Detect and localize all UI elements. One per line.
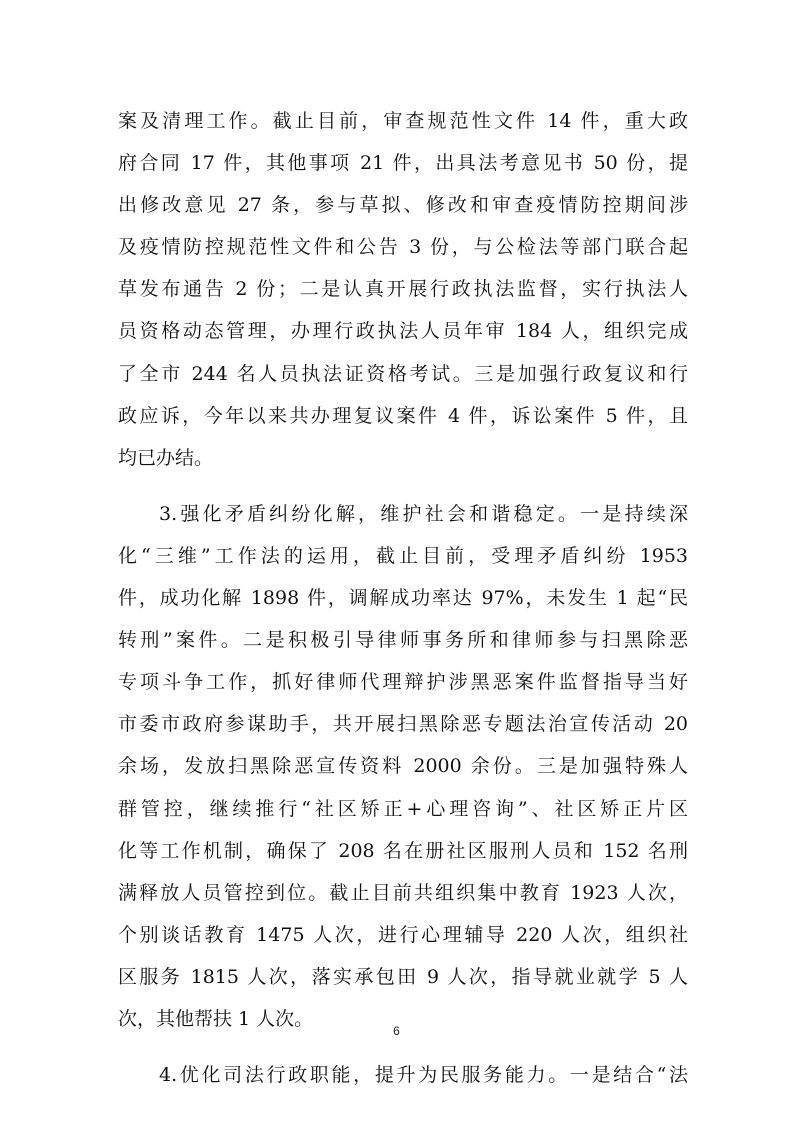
paragraph	[118, 493, 688, 1040]
text-line: 草发布通告 2 份；二是认真开展行政执法监督，实行执法人	[118, 278, 688, 301]
text-line: 余场，发放扫黑除恶宣传资料 2000 余份。三是加强特殊人	[118, 755, 688, 778]
text-line: 均已办结。	[118, 446, 214, 469]
text-line: 市委市政府参谋助手，共开展扫黑除恶专题法治宣传活动 20	[118, 713, 688, 736]
body-text	[118, 100, 688, 1096]
text-line: 区服务 1815 人次，落实承包田 9 人次，指导就业就学 5 人	[118, 965, 688, 988]
text-line: 政应诉，今年以来共办理复议案件 4 件，诉讼案件 5 件，且	[118, 404, 688, 427]
text-line: 满释放人员管控到位。截止目前共组织集中教育 1923 人次，	[118, 881, 688, 904]
text-line: 转刑”案件。二是积极引导律师事务所和律师参与扫黑除恶	[118, 629, 688, 652]
text-line: 化“三维”工作法的运用，截止目前，受理矛盾纠纷 1953	[118, 544, 688, 567]
text-line: 了全市 244 名人员执法证资格考试。三是加强行政复议和行	[118, 362, 688, 385]
text-line: 府合同 17 件，其他事项 21 件，出具法考意见书 50 份，提	[118, 152, 688, 175]
text-line: 员资格动态管理，办理行政执法人员年审 184 人，组织完成	[118, 320, 688, 343]
text-line: 次，其他帮扶 1 人次。	[118, 1007, 314, 1030]
text-line: 件，成功化解 1898 件，调解成功率达 97%，未发生 1 起“民	[118, 587, 688, 610]
text-line: 群管控，继续推行“社区矫正+心理咨询”、社区矫正片区	[118, 797, 688, 820]
text-line: 个别谈话教育 1475 人次，进行心理辅导 220 人次，组织社	[118, 923, 688, 946]
text-line: 化等工作机制，确保了 208 名在册社区服刑人员和 152 名刑	[118, 839, 688, 862]
page-number: 6	[393, 1024, 400, 1038]
text-line: 4.优化司法行政职能，提升为民服务能力。一是结合“法	[159, 1064, 688, 1087]
text-line: 及疫情防控规范性文件和公告 3 份，与公检法等部门联合起	[118, 236, 688, 259]
text-line: 案及清理工作。截止目前，审查规范性文件 14 件，重大政	[118, 110, 688, 132]
paragraph	[118, 1054, 688, 1096]
text-line: 专项斗争工作，抓好律师代理辩护涉黑恶案件监督指导当好	[118, 671, 688, 694]
text-line: 3.强化矛盾纠纷化解，维护社会和谐稳定。一是持续深	[159, 502, 688, 525]
paragraph	[118, 100, 688, 479]
text-line: 出修改意见 27 条，参与草拟、修改和审查疫情防控期间涉	[118, 194, 688, 217]
